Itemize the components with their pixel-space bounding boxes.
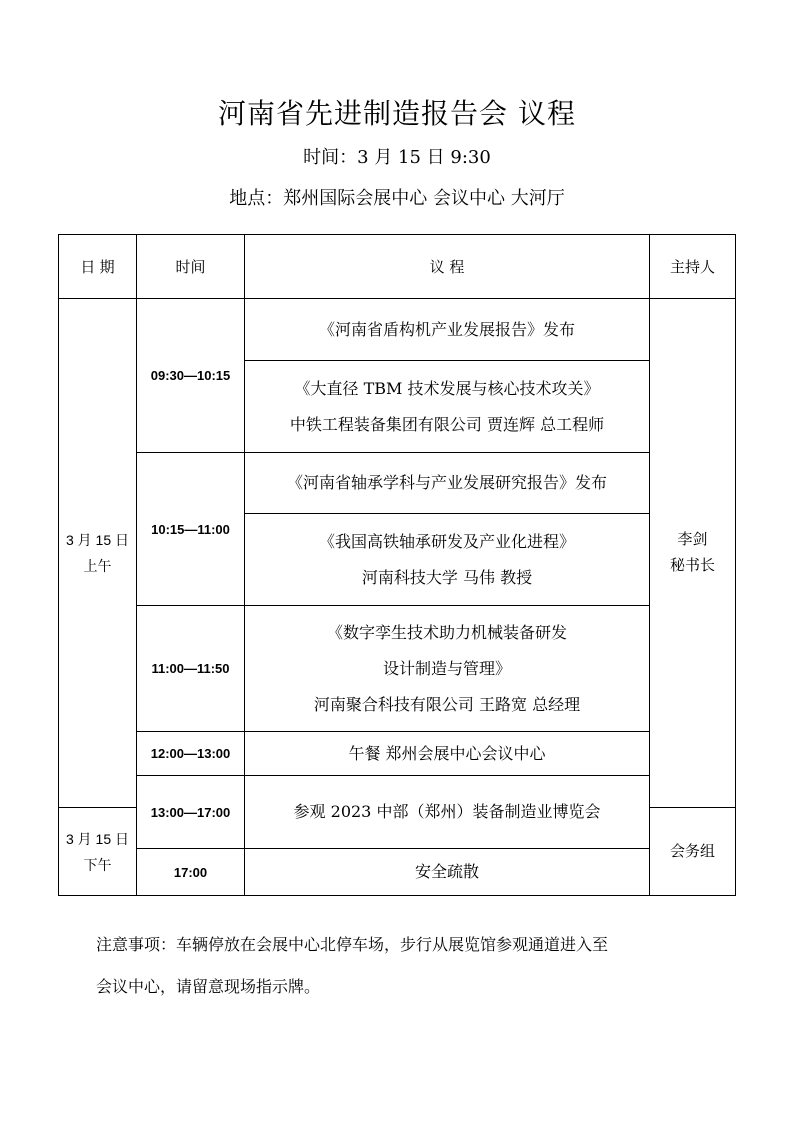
- agenda-item-speaker: 中铁工程装备集团有限公司 贾连辉 总工程师: [289, 414, 605, 434]
- header-agenda: 议 程: [245, 235, 650, 299]
- table-row: [59, 606, 736, 732]
- agenda-item-title: 《河南省轴承学科与产业发展研究报告》发布: [286, 473, 607, 492]
- table-row: [59, 776, 736, 808]
- period-label: 上午: [83, 558, 112, 574]
- host-cell-morning: [650, 299, 736, 808]
- agenda-item-speaker: 河南科技大学 马伟 教授: [361, 567, 533, 587]
- header-date: 日 期: [59, 235, 137, 299]
- agenda-item: [245, 299, 650, 361]
- time-slot: 10:15—11:00: [137, 453, 245, 606]
- agenda-item-title: 午餐 郑州会展中心会议中心: [348, 743, 546, 763]
- agenda-table: [58, 234, 736, 896]
- date-label: 3 月 15 日: [65, 830, 130, 847]
- agenda-item: [245, 732, 650, 776]
- agenda-item: [245, 776, 650, 849]
- agenda-item-speaker: 河南聚合科技有限公司 王路宽 总经理: [313, 694, 581, 714]
- agenda-item-title: 《数字孪生技术助力机械装备研发: [326, 622, 567, 642]
- meeting-location: 地点：郑州国际会展中心 会议中心 大河厅: [229, 188, 565, 209]
- agenda-item-title: 安全疏散: [414, 862, 479, 881]
- time-slot: 09:30—10:15: [137, 299, 245, 453]
- host-name: 会务组: [669, 842, 715, 860]
- agenda-item-title: 《大直径 TBM 技术发展与核心技术攻关》: [294, 378, 600, 398]
- document-title: 河南省先进制造报告会 议程: [218, 97, 576, 130]
- table-row: [59, 732, 736, 776]
- meeting-time: 时间：3 月 15 日 9:30: [303, 147, 491, 168]
- notes-line: 注意事项：车辆停放在会展中心北停车场，步行从展览馆参观通道进入至: [96, 935, 609, 954]
- date-cell-morning: [59, 299, 137, 808]
- notes-line: 会议中心，请留意现场指示牌。: [96, 977, 321, 996]
- table-row: [59, 849, 736, 896]
- table-row: [59, 453, 736, 514]
- host-cell-afternoon: [650, 808, 736, 896]
- period-label: 下午: [83, 856, 112, 873]
- host-title: 秘书长: [669, 557, 715, 574]
- table-header-row: [59, 235, 736, 299]
- notes: [96, 924, 726, 1008]
- agenda-item-title: 《我国高铁轴承研发及产业化进程》: [318, 531, 575, 551]
- time-slot: 17:00: [137, 849, 245, 896]
- header-time: 时间: [137, 235, 245, 299]
- agenda-item-title: 《河南省盾构机产业发展报告》发布: [318, 319, 575, 339]
- agenda-item: [245, 849, 650, 896]
- time-slot: 13:00—17:00: [137, 776, 245, 849]
- table-row: [59, 299, 736, 361]
- date-label: 3 月 15 日: [65, 532, 130, 548]
- agenda-item-title: 参观 2023 中部（郑州）装备制造业博览会: [293, 802, 601, 821]
- header-host: 主持人: [650, 235, 736, 299]
- agenda-item-title-cont: 设计制造与管理》: [382, 658, 511, 678]
- host-name: 李剑: [677, 531, 708, 548]
- agenda-item: [245, 453, 650, 514]
- date-cell-afternoon: [59, 808, 137, 896]
- agenda-item: [245, 606, 650, 732]
- agenda-item: [245, 361, 650, 453]
- agenda-item: [245, 514, 650, 606]
- time-slot: 12:00—13:00: [137, 732, 245, 776]
- time-slot: 11:00—11:50: [137, 606, 245, 732]
